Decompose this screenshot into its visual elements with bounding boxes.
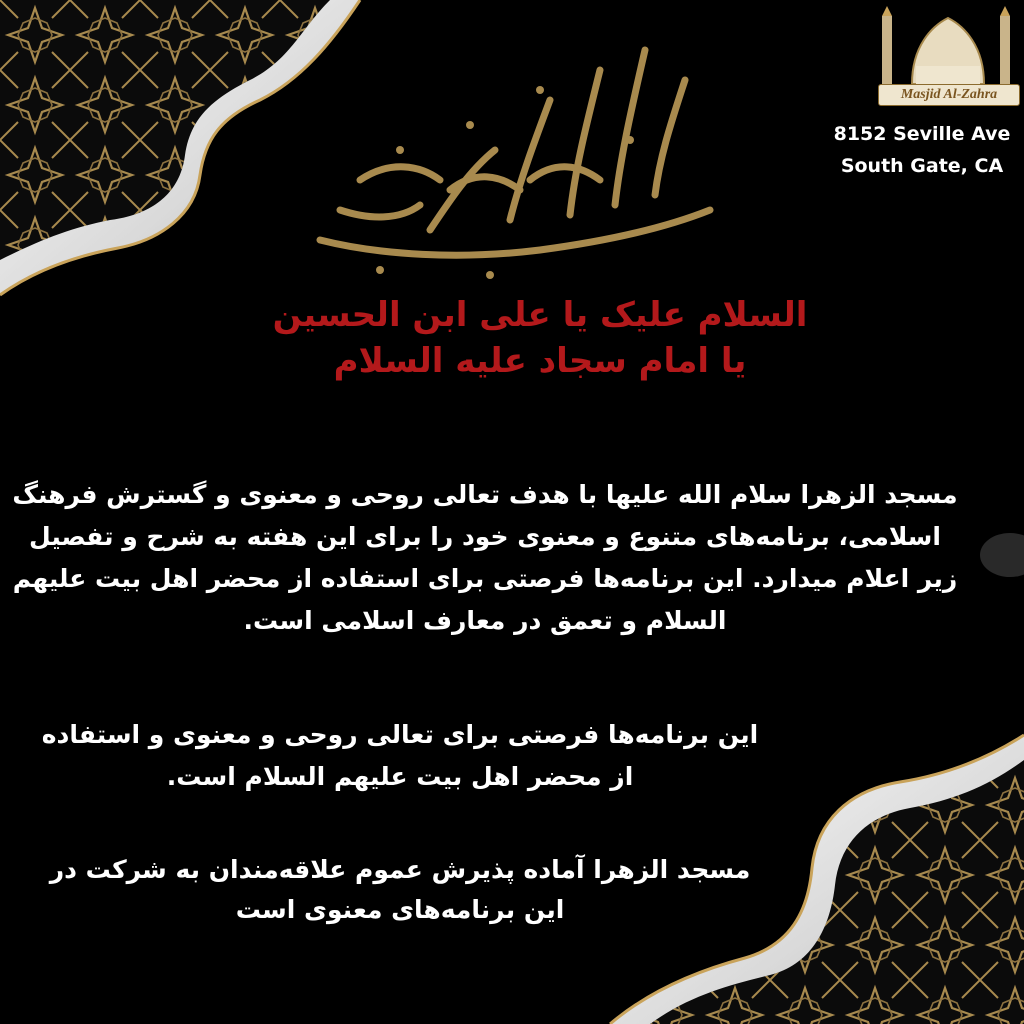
logo-name: Masjid Al-Zahra xyxy=(878,84,1020,106)
address-line1: 8152 Seville Ave xyxy=(833,123,1011,145)
body-paragraph-1: مسجد الزهرا سلام الله علیها با هدف تعالی روحی و معنوی و گسترش فرهنگ اسلامی، برنامه‌های متنوع و معنوی خود را برای این هفته به شرح و تفصیل زیر اعلام میدارد. این برنامه‌ها فرصتی برای استفاده از محضر اهل بیت علیهم السلام و تعمق در معارف اسلامی است. xyxy=(12,480,958,635)
greeting-line2: یا امام سجاد علیه السلام xyxy=(333,341,747,381)
body-paragraph-3: مسجد الزهرا آماده پذیرش عموم علاقه‌مندان به شرکت در این برنامه‌های معنوی است xyxy=(49,855,751,924)
address xyxy=(822,118,1022,182)
body-paragraph-2: این برنامه‌ها فرصتی برای تعالی روحی و معنوی و استفاده از محضر اهل بیت علیهم السلام است. xyxy=(41,720,759,791)
address-line2: South Gate, CA xyxy=(840,155,1004,177)
greeting xyxy=(150,292,930,384)
bismillah-calligraphy-icon xyxy=(300,30,730,290)
greeting-line1: السلام علیک یا علی ابن الحسین xyxy=(272,295,808,335)
smoke-wisp xyxy=(980,533,1024,577)
